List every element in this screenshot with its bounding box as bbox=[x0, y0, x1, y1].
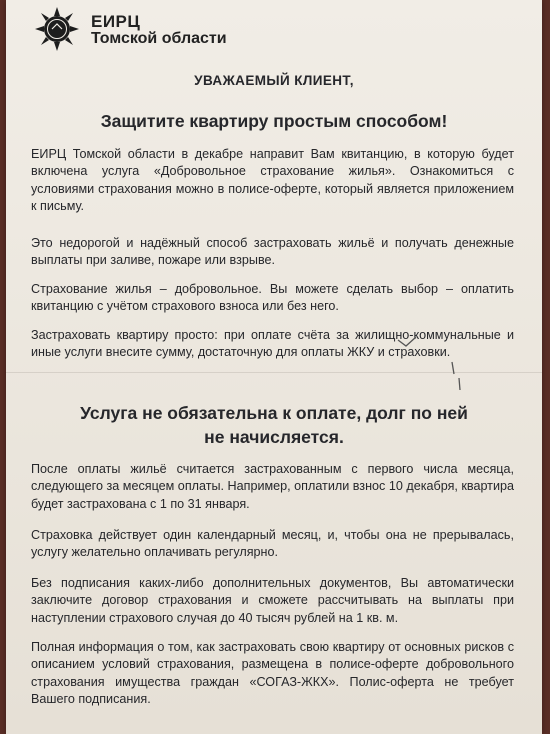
paragraph-voluntary: Страхование жилья – добровольное. Вы можете сделать выбор – оплатить квитанцию с учётом страхового взноса или без него. bbox=[31, 282, 514, 314]
paragraph-how-to: Застраховать квартиру просто: при оплате счёта за жилищно-коммунальные и иные услуги внесите сумму, достаточную для оплаты ЖКУ и страховки. bbox=[31, 328, 514, 360]
notice-line-1: Услуга не обязательна к оплате, долг по ней bbox=[80, 403, 468, 423]
notice-not-mandatory bbox=[6, 401, 542, 449]
eirc-logo bbox=[34, 6, 80, 52]
org-region: Томской области bbox=[91, 30, 227, 47]
pen-mark bbox=[396, 334, 486, 394]
paragraph-full-info: Полная информация о том, как застраховать свою квартиру от основных рисков с описанием условий страхования, размещена в полисе-оферте добровольного страхования имущества граждан «СОГАЗ-ЖКХ». Полис-оферта не требует Вашего подписания. bbox=[31, 640, 514, 707]
paragraph-coverage-start: После оплаты жильё считается застрахованным с первого числа месяца, следующего за месяцем оплаты. Например, оплатили взнос 10 декабря, квартира будет застрахована с 1 по 31 января. bbox=[31, 462, 514, 511]
paragraph-auto-contract: Без подписания каких-либо дополнительных документов, Вы автоматически заключите договор страхования и сможете рассчитывать на выплаты при наступлении страхового случая до 40 тысяч рублей на 1 кв. м. bbox=[31, 576, 514, 625]
greeting: УВАЖАЕМЫЙ КЛИЕНТ, bbox=[194, 73, 354, 88]
notice-line-2: не начисляется. bbox=[204, 427, 344, 447]
org-name: ЕИРЦ bbox=[91, 12, 141, 31]
paragraph-benefits: Это недорогой и надёжный способ застраховать жильё и получать денежные выплаты при заливе, пожаре или взрыве. bbox=[31, 236, 514, 268]
paragraph-intro: ЕИРЦ Томской области в декабре направит Вам квитанцию, в которую будет включена услуга «Добровольное страхование жилья». Ознакомиться с условиями страхования можно в полисе-оферте, который является приложением к письму. bbox=[31, 147, 514, 214]
paragraph-duration: Страховка действует один календарный месяц, и, чтобы она не прерывалась, услугу желательно оплачивать регулярно. bbox=[31, 528, 514, 560]
headline: Защитите квартиру простым способом! bbox=[100, 111, 448, 131]
letter-sheet bbox=[6, 0, 542, 734]
